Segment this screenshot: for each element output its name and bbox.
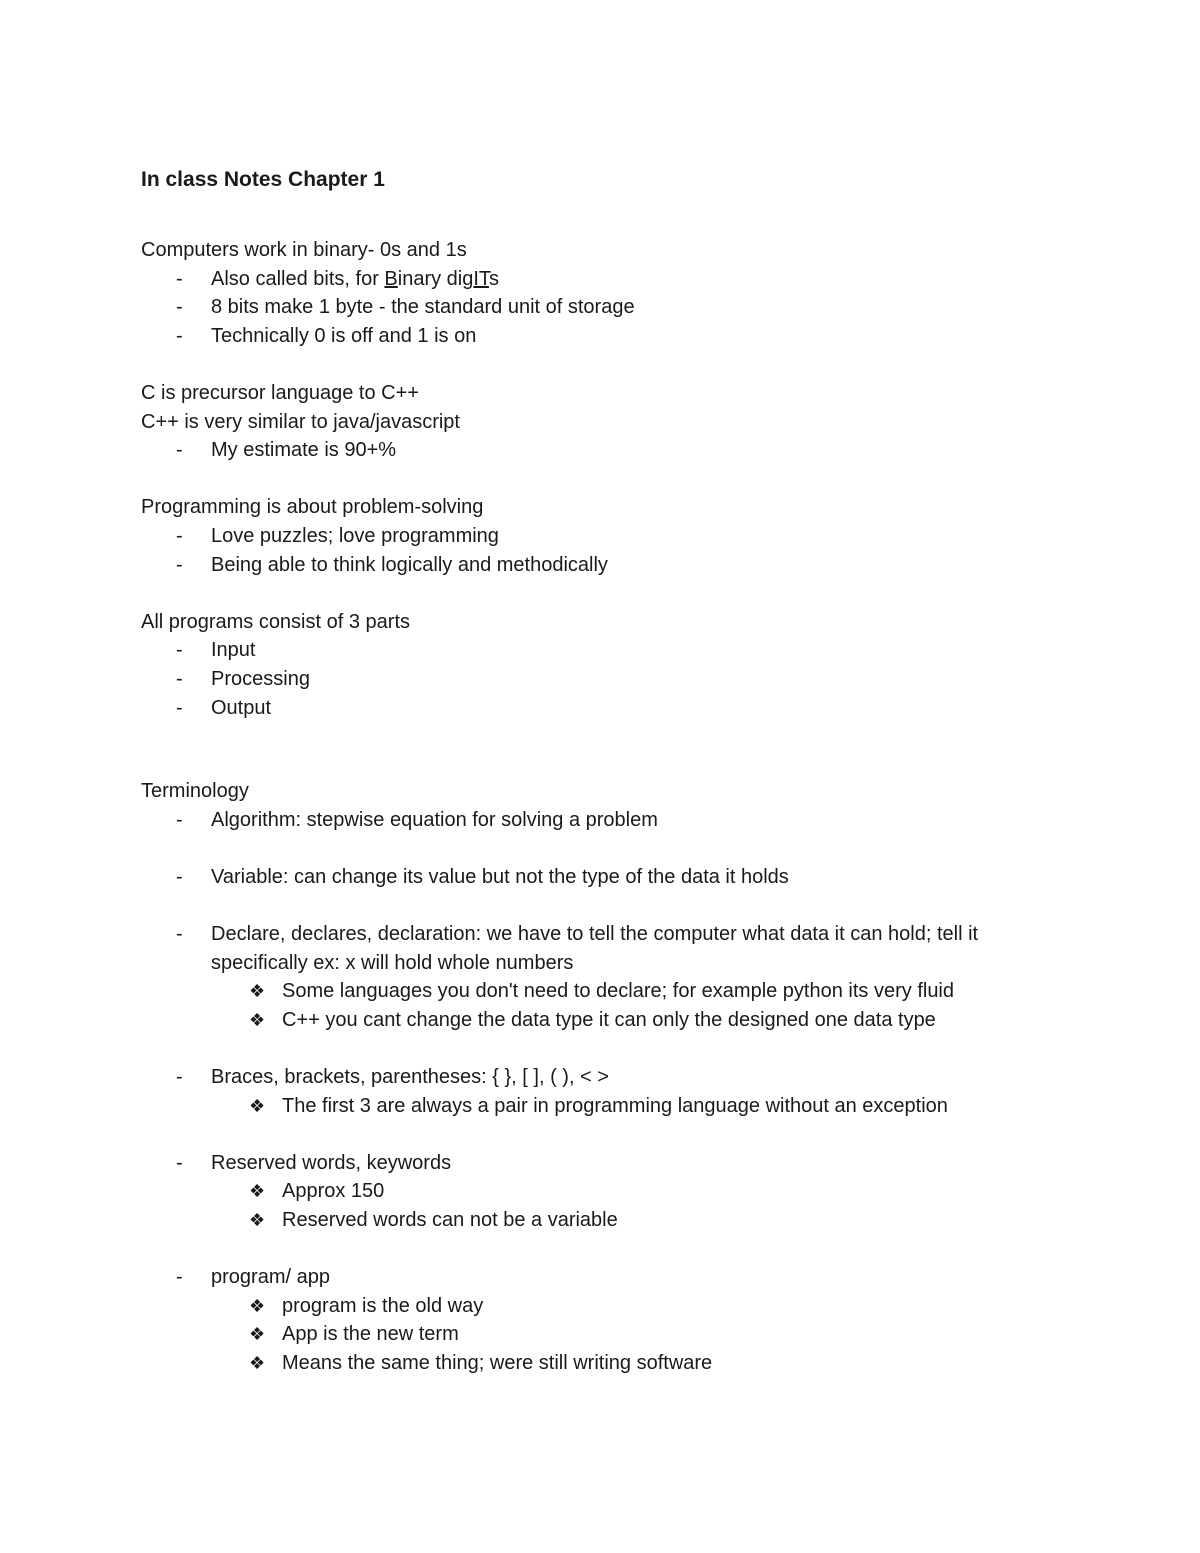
- sub-list-item: [141, 1292, 1051, 1321]
- dash-bullet: -: [176, 296, 183, 319]
- list-item: [141, 265, 1051, 294]
- dash-bullet: -: [176, 696, 183, 719]
- dash-bullet: -: [176, 865, 183, 888]
- document-body: [141, 236, 1051, 1378]
- dash-bullet: -: [176, 324, 183, 347]
- dash-bullet: -: [176, 553, 183, 576]
- dash-bullet: -: [176, 439, 183, 462]
- list-item-text: Input: [211, 639, 256, 662]
- sub-list-item-text: Some languages you don't need to declare; for example python its very fluid: [282, 980, 955, 1003]
- list-item: [141, 665, 1051, 694]
- sub-list-item-text: C++ you cant change the data type it can only the designed one data type: [282, 1008, 936, 1031]
- diamond-bullet: ❖: [249, 1181, 266, 1202]
- problem-heading: Programming is about problem-solving: [141, 496, 484, 519]
- sub-list-item-text: Means the same thing; were still writing software: [282, 1351, 713, 1374]
- list-item: [141, 1149, 1051, 1178]
- list-item-text: program/ app: [211, 1266, 330, 1289]
- document-title: In class Notes Chapter 1: [141, 168, 385, 191]
- list-item-text: s: [488, 267, 499, 290]
- diamond-bullet: ❖: [249, 1009, 266, 1030]
- sub-list-item: [141, 1349, 1051, 1378]
- list-item: [141, 863, 1051, 892]
- sub-list-item: [141, 1092, 1051, 1121]
- c-line-2: C++ is very similar to java/javascript: [141, 410, 460, 433]
- dash-bullet: -: [176, 524, 183, 547]
- sub-list-item: [141, 977, 1051, 1006]
- dash-bullet: -: [176, 639, 183, 662]
- sub-list-item: [141, 1177, 1051, 1206]
- list-item: [141, 636, 1051, 665]
- list-item-text: Algorithm: stepwise equation for solving a problem: [211, 808, 658, 831]
- diamond-bullet: ❖: [249, 1210, 266, 1230]
- dash-bullet: -: [176, 267, 183, 290]
- sub-list-item-text: The first 3 are always a pair in programming language without an exception: [282, 1094, 948, 1117]
- dash-bullet: -: [176, 923, 183, 946]
- dash-bullet: -: [176, 1151, 183, 1174]
- list-item: [141, 293, 1051, 322]
- list-item: [141, 322, 1051, 351]
- sub-list-item-text: Approx 150: [282, 1180, 385, 1203]
- parts-heading: All programs consist of 3 parts: [141, 610, 410, 633]
- list-item-text: Braces, brackets, parentheses: { }, [ ], ( ), < >: [211, 1066, 609, 1089]
- underlined-letters: IT: [473, 267, 489, 290]
- sub-list-item: [141, 1206, 1051, 1235]
- sub-list-item: [141, 1320, 1051, 1349]
- list-item: [141, 522, 1051, 551]
- sub-list-item: [141, 1006, 1051, 1035]
- dash-bullet: -: [176, 808, 183, 831]
- list-item-text: My estimate is 90+%: [211, 439, 397, 462]
- list-item-text: Declare, declares, declaration: we have to tell the computer what data it can hold; tell it specifically ex: x will hold whole numbers: [211, 923, 979, 974]
- sub-list-item-text: App is the new term: [282, 1323, 459, 1346]
- list-item-text: inary dig: [397, 267, 474, 290]
- c-line-1: C is precursor language to C++: [141, 381, 419, 404]
- list-item: [141, 806, 1051, 835]
- list-item: [141, 694, 1051, 723]
- list-item: [141, 1263, 1051, 1292]
- list-item-text: Reserved words, keywords: [211, 1151, 452, 1174]
- list-item-text: Output: [211, 696, 272, 719]
- list-item: [141, 1063, 1051, 1092]
- binary-heading: Computers work in binary- 0s and 1s: [141, 239, 467, 261]
- list-item: [141, 436, 1051, 465]
- list-item-text: Love puzzles; love programming: [211, 524, 499, 547]
- diamond-bullet: ❖: [249, 1095, 266, 1116]
- list-item-text: Also called bits, for: [211, 267, 385, 290]
- list-item-text: 8 bits make 1 byte - the standard unit of storage: [211, 296, 635, 319]
- list-item-text: Variable: can change its value but not the type of the data it holds: [211, 865, 789, 888]
- diamond-bullet: ❖: [249, 1295, 266, 1316]
- underlined-letter: B: [384, 267, 398, 290]
- diamond-bullet: ❖: [249, 981, 266, 1002]
- list-item-text: Processing: [211, 667, 310, 690]
- sub-list-item-text: program is the old way: [282, 1294, 484, 1317]
- dash-bullet: -: [176, 1266, 183, 1289]
- diamond-bullet: ❖: [249, 1324, 266, 1345]
- list-item: [141, 551, 1051, 580]
- list-item-text: Technically 0 is off and 1 is on: [211, 324, 477, 347]
- terminology-heading: Terminology: [141, 780, 249, 803]
- diamond-bullet: ❖: [249, 1352, 266, 1373]
- sub-list-item-text: Reserved words can not be a variable: [282, 1209, 618, 1231]
- list-item-text: Being able to think logically and methodically: [211, 553, 608, 576]
- dash-bullet: -: [176, 667, 183, 690]
- list-item: [141, 920, 1051, 977]
- dash-bullet: -: [176, 1066, 183, 1089]
